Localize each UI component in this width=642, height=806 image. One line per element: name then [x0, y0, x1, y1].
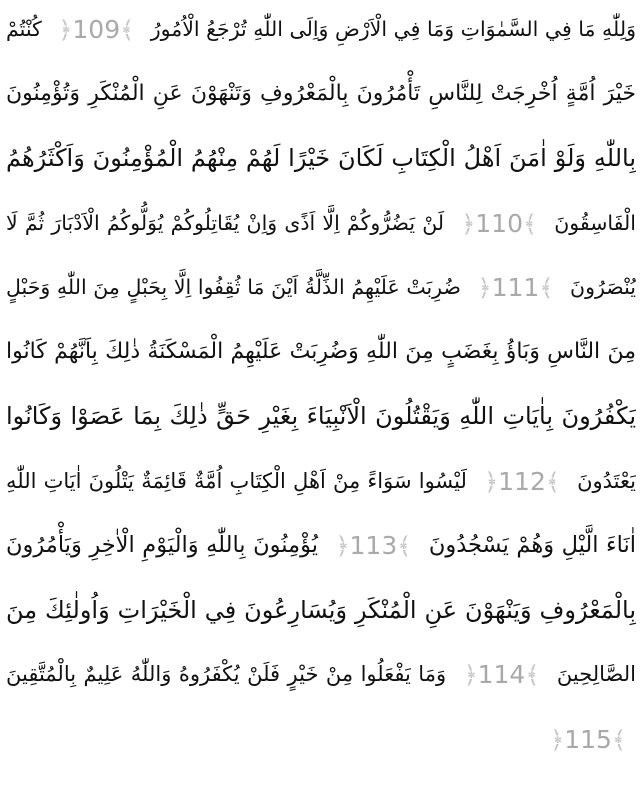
verse-line [6, 387, 636, 445]
marker-bracket-open: ﴾ [120, 16, 135, 44]
marker-bracket-close: ﴿ [335, 531, 350, 560]
verse-line [6, 129, 636, 187]
marker-bracket-open: ﴾ [397, 531, 412, 560]
verse-line [6, 323, 636, 381]
marker-bracket-open: ﴾ [523, 210, 538, 238]
verse-number-marker [331, 529, 415, 563]
verse-line [6, 710, 636, 768]
verse-text: يُؤْمِنُونَ بِاللّٰهِ وَالْيَوْمِ الْاٰخِرِ وَيَأْمُرُونَ [6, 532, 318, 558]
verse-line [6, 645, 636, 703]
verse-text: ضُرِبَتْ عَلَيْهِمُ الذِّلَّةُ اَيْنَ مَا ثُقِفُوا اِلَّا بِحَبْلٍ مِنَ اللّٰهِ وَحَبْلٍ [6, 275, 461, 299]
marker-bracket-close: ﴿ [58, 16, 73, 44]
verse-number: 109 [72, 15, 121, 44]
verse-number-marker [480, 465, 564, 499]
verse-number: 110 [475, 209, 523, 238]
verse-number: 113 [349, 530, 398, 560]
verse-text: بِاللّٰهِ وَلَوْ اٰمَنَ اَهْلُ الْكِتَابِ لَكَانَ خَيْرًا لَهُمْ مِنْهُمُ الْمُؤْمِنُونَ وَاَكْثَرُهُمُ [6, 144, 636, 172]
verse-text: يَعْتَدُونَ [577, 469, 636, 493]
verse-line [6, 194, 636, 252]
marker-bracket-close: ﴿ [484, 468, 499, 496]
verse-line [6, 452, 636, 510]
marker-bracket-open: ﴾ [545, 468, 560, 496]
verse-text: الصَّالِحِينَ [556, 662, 636, 686]
verse-text: كُنْتُمْ [6, 17, 42, 41]
verse-text: الْفَاسِقُونَ [554, 211, 636, 235]
verse-number: 115 [564, 724, 612, 754]
marker-bracket-close: ﴿ [463, 661, 478, 689]
verse-line [6, 0, 636, 58]
marker-bracket-close: ﴿ [477, 274, 492, 302]
verse-text: بِالْمَعْرُوفِ وَيَنْهَوْنَ عَنِ الْمُنْكَرِ وَيُسَارِعُونَ فِي الْخَيْرَاتِ وَاُولٰئِكَ مِنَ [6, 596, 636, 624]
verse-text: يَكْفُرُونَ بِاٰيَاتِ اللّٰهِ وَيَقْتُلُونَ الْاَنْبِيَاءَ بِغَيْرِ حَقٍّ ذٰلِكَ بِمَا عَصَوْا وَكَانُوا [6, 402, 636, 430]
verse-number: 112 [498, 467, 546, 496]
verse-number-marker [460, 658, 544, 692]
verse-line [6, 581, 636, 639]
verse-line [6, 516, 636, 574]
verse-number-marker [474, 271, 558, 305]
verse-text: لَنْ يَضُرُّوكُمْ اِلَّا اَذًى وَاِنْ يُقَاتِلُوكُمْ يُوَلُّوكُمُ الْاَدْبَارَ ثُمَّ لَا [6, 211, 445, 235]
verse-text: وَلِلّٰهِ مَا فِي السَّمٰوَاتِ وَمَا فِي الْاَرْضِ وَاِلَى اللّٰهِ تُرْجَعُ الْاُمُورُ [150, 17, 636, 41]
marker-bracket-close: ﴿ [461, 210, 476, 238]
verse-text: لَيْسُوا سَوَاءً مِنْ اَهْلِ الْكِتَابِ اُمَّةٌ قَائِمَةٌ يَتْلُونَ اٰيَاتِ اللّٰهِ [6, 469, 467, 493]
verse-text: خَيْرَ اُمَّةٍ اُخْرِجَتْ لِلنَّاسِ تَأْمُرُونَ بِالْمَعْرُوفِ وَتَنْهَوْنَ عَنِ الْمُنْكَرِ وَتُؤْمِنُونَ [6, 81, 636, 106]
verse-number-marker [457, 207, 541, 241]
verse-number: 111 [491, 273, 540, 302]
marker-bracket-open: ﴾ [539, 274, 554, 302]
verse-line [6, 65, 636, 123]
verse-number-marker [546, 723, 630, 757]
verse-text: اٰنَاءَ الَّيْلِ وَهُمْ يَسْجُدُونَ [428, 532, 636, 558]
marker-bracket-open: ﴾ [611, 725, 626, 754]
verse-line [6, 258, 636, 316]
verse-text: يُنْصَرُونَ [570, 275, 636, 299]
verse-text: وَمَا يَفْعَلُوا مِنْ خَيْرٍ فَلَنْ يُكْفَرُوهُ وَاللّٰهُ عَلِيمٌ بِالْمُتَّقِينَ [6, 662, 447, 686]
verse-number: 114 [477, 660, 526, 689]
marker-bracket-close: ﴿ [550, 725, 565, 754]
verse-number-marker [54, 13, 138, 47]
marker-bracket-open: ﴾ [525, 661, 540, 689]
verse-text: مِنَ النَّاسِ وَبَاؤُ بِغَضَبٍ مِنَ اللّٰهِ وَضُرِبَتْ عَلَيْهِمُ الْمَسْكَنَةُ ذٰلِكَ بِاَنَّهُمْ كَانُوا [6, 339, 636, 364]
